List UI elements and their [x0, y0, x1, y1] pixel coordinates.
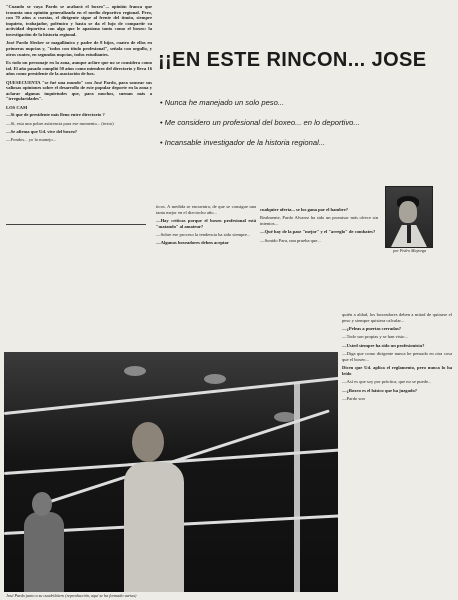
body-paragraph: Realmente, Pardo Alvarez ha sido un promisor más ofrece sin intentos... — [260, 215, 378, 226]
portrait-photo — [385, 186, 433, 248]
question: —Hay críticas porque el boxeo profesional está "matando" al amateur? — [156, 217, 256, 229]
family-paragraph: José Pardo Slesker se magallánico y padre de 8 hijos, cuatro de ellos en primeras nupcias y, "todos con título profesional", señala con orgullo, y otros cuatro, en segundas nupcias, todos estudiantes. — [6, 40, 152, 57]
photo-caption: José Pardo junto a su cuadrilátero (reproducción, aquí se ha formado varias) — [6, 593, 137, 598]
bullet-icon: • — [160, 118, 163, 127]
body-paragraph: ticos. A medida se encuentra, de que se consigue una tanta mejor en el dieciocho año... — [156, 204, 256, 215]
question: —Usted siempre ha sido un profesionista? — [342, 342, 425, 348]
bullet-icon: • — [160, 138, 163, 147]
column-rule — [6, 224, 146, 225]
question: Dicen que Ud. aplica el reglamento, pero nunca lo ha leído — [342, 365, 452, 376]
question: cualquier oferta... se los gana por el hambre? — [260, 207, 349, 212]
intro-paragraph: "Cuando se vaya Pardo se acabará el boxeo"... opinión franca que trasunta una opinión generalizada en el medio deportivo regional. Pero, con 70 años a cuestas, el dirigente sigue al frente del timón, siempre inquieto, trabajador, polémico y hasta se da el lujo de compartir su actividad deportiva con algo que le apasiona tanto como el boxeo: la investigación de la historia regional. — [6, 4, 152, 37]
page-title: ¡¡EN ESTE RINCON... JOSE — [158, 49, 427, 71]
boxing-ring-photo — [4, 352, 338, 592]
bullet-icon: • — [160, 98, 163, 107]
bullet-item: • Me considero un profesional del boxeo... en lo deportivo... — [160, 118, 360, 127]
question: —¿Peleas a puertas cerradas? — [342, 325, 402, 331]
right-column — [260, 207, 378, 246]
far-right-column — [342, 312, 452, 404]
answer: —Todo son propias y se han visto... — [342, 334, 408, 340]
answer: —Sí, esta una pobre asistencia para ese momento... (texto) — [6, 120, 114, 126]
bullet-item: • Incansable investigador de la historia regional... — [160, 138, 326, 147]
answer: —Sobre ese proceso la tendencia ha sido siempre... — [156, 231, 251, 237]
answer: —Sonido Para, una prueba que... — [260, 237, 321, 243]
question: —¿Boxeo es el básico que ha juzgado? — [342, 387, 418, 393]
question: —Algunos boxeadores deben aceptar — [156, 240, 229, 246]
question: —Qué hay de la pase "mejor" y el "arreglo" de combates? — [260, 229, 376, 235]
bullet-item: • Nunca he manejado un solo peso... — [160, 98, 285, 107]
answer: —Así es que soy por práctica, que no se puede... — [342, 379, 432, 385]
section-subhead: LOS CAM — [6, 104, 28, 110]
question: —Se afirma que Ud. vive del boxeo? — [6, 129, 78, 135]
body-paragraph: quién a aldad, los boxeadores deben a mitad de quitarse el peso y siempre quisiera calcular... — [342, 312, 452, 323]
interview-intro: QUESECUENTA "se fué una mundo" con José Pardo, para sonsear sus valiosas opiniones sobre el desarrollo de este popular deporte en la zona y aclarar algunas inquietudes que, para muchos, suenan más a "irregularidades". — [6, 79, 152, 102]
middle-column — [156, 204, 256, 249]
author-credit: por Pedro Mayorga — [393, 248, 427, 253]
question: —Si que de presidente más lleno entre directorio ? — [6, 112, 105, 118]
career-paragraph: Es todo un personaje en la zona, aunque acláre que no se considera como tal. El año pasado cumplió 50 años como miembro del directorio y lleva 16 años como presidente de la asociación de box. — [6, 59, 152, 77]
left-column — [6, 4, 152, 146]
answer: —Pardo son — [342, 395, 365, 401]
answer: —Fondos... yo lo manejo... — [6, 137, 57, 143]
answer: —Diga que como dirigente nunca he pensado en otra cosa que el boxeo... — [342, 351, 452, 362]
